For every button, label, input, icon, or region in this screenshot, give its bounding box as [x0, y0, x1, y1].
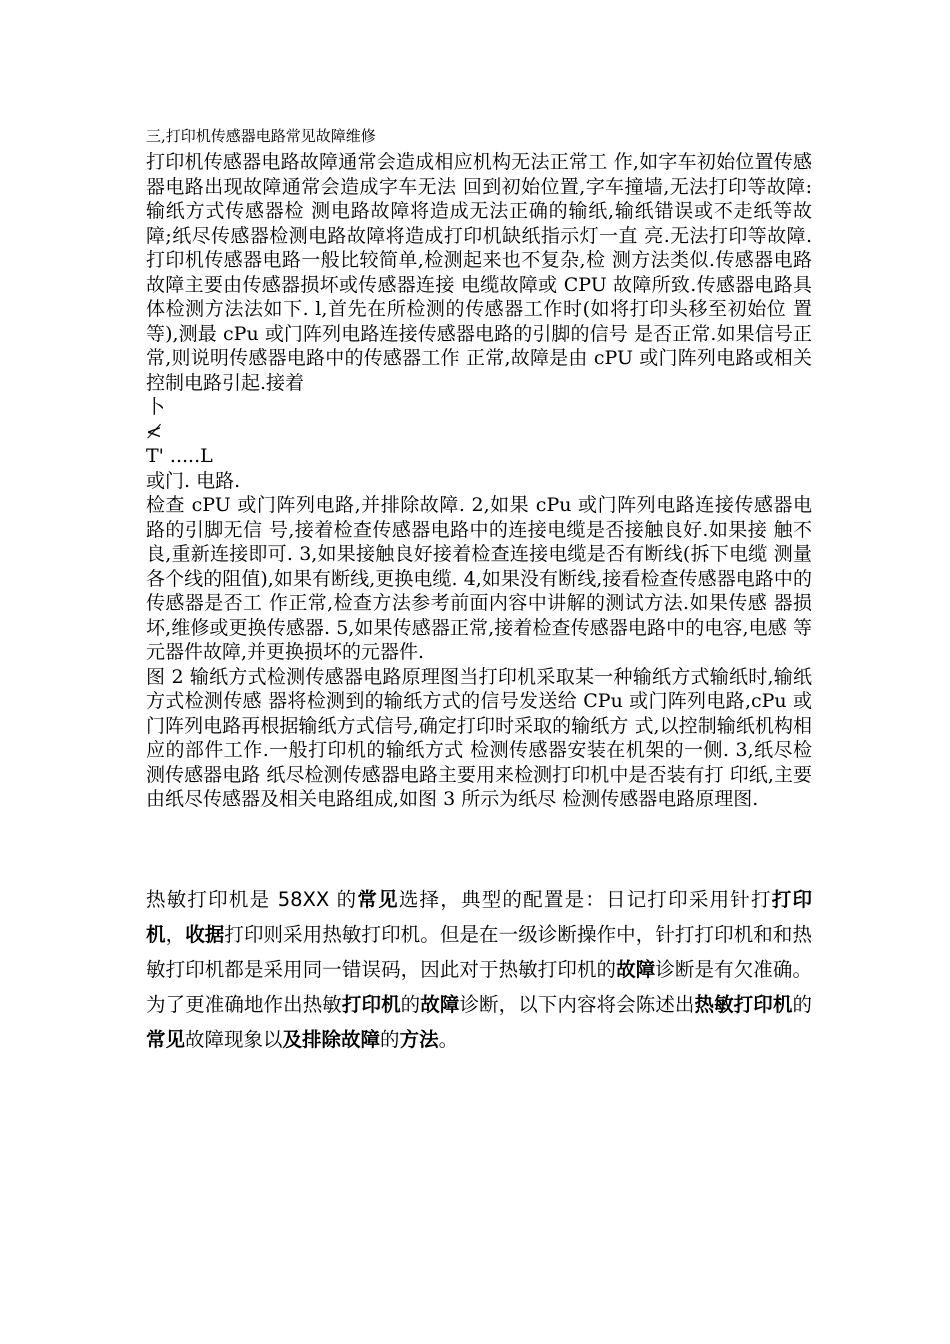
text-run: 诊断，以下内容将会陈述出 — [459, 992, 695, 1016]
ocr-fragment-line: 或门. 电路. — [146, 469, 241, 492]
paragraph-sensor-faults: 打印机传感器电路故障通常会造成相应机构无法正常工 作,如字车初始位置传感器电路出现故障通常会造成字车无法 回到初始位置,字车撞墙,无法打印等故障:输纸方式传感器检 测电路故障将造成无法正确的输纸,输纸错误或不走纸等故 障;纸尽传感器检测电路故障将造成打印机缺纸指示灯一直 亮.无法打印等故障.打印机传感器电路一般比较简单,检测起来也不复杂,检 测方法类似.传感器电路故障主要由传感器损坏或传感器连接 电缆故障或 CPU 故障所致.传感器电路具体检测方法法如下. l,首先在所检测的传感器工作时(如将打印头移至初始位 置等),测最 cPu 或门阵列电路连接传感器电路的引脚的信号 是否正常.如果信号正常,则说明传感器电路中的传感器工作 正常,故障是由 cPU 或门阵列电路或相关控制电路引起.接着 — [146, 151, 812, 394]
text-run: 打印则采用热敏打印机。但是在一级诊断操作中，针打打印机和和热敏打印机都是采用同一错误码，因此对于热敏打印机的 — [146, 922, 812, 981]
paragraph-check-steps: 检查 cPU 或门阵列电路,并排除故障. 2,如果 cPu 或门阵列电路连接传感器电路的引脚无信 号,接着检查传感器电路中的连接电缆是否接触良好.如果接 触不良,重新连接即可. 3,如果接触良好接着检查连接电缆是否有断线(拆下电缆 测量各个线的阻值),如果有断线,更换电缆. 4,如果没有断线,接看检查传感器电路中的传感器是否工 作正常,检查方法参考前面内容中讲解的测试方法.如果传感 器损坏,维修或更换传感器. 5,如果传感器正常,接着检查传感器电路中的电容,电感 等元器件故障,并更换损坏的元器件. — [146, 494, 812, 663]
bold-text-run: 及排除故障 — [282, 1027, 381, 1051]
text-run: 的 — [400, 992, 421, 1016]
bold-text-run: 方法 — [399, 1027, 439, 1051]
bold-text-run: 故障 — [420, 992, 460, 1016]
paragraph-thermal-printer — [146, 882, 812, 1057]
text-run: 。 — [438, 1027, 459, 1051]
text-run: 的 — [792, 992, 812, 1016]
text-run: 热敏打印机是 58XX 的 — [146, 887, 358, 911]
text-run: 选择，典型的配置是：日记打印采用针打 — [398, 887, 772, 911]
bold-text-run: 热敏打印机 — [694, 992, 793, 1016]
ocr-fragment-line: ≮ — [146, 420, 162, 443]
paragraph-paper-sensor: 图 2 输纸方式检测传感器电路原理图当打印机采取某一种输纸方式输纸时,输纸方式检测传感 器将检测到的输纸方式的信号发送给 CPu 或门阵列电路,cPu 或门阵列电路再根据输纸方式信号,确定打印时采取的输纸方 式,以控制输纸机构相应的部件工作.一般打印机的输纸方式 检测传感器安装在机架的一侧. 3,纸尽检测传感器电路 纸尽检测传感器电路主要用来检测打印机中是否装有打 印纸,主要由纸尽传感器及相关电路组成,如图 3 所示为纸尽 检测传感器电路原理图. — [146, 665, 812, 810]
bold-text-run: 常见 — [357, 887, 399, 911]
text-run: 诊断是有欠准确。为了更准确地作出热敏 — [146, 957, 812, 1016]
ocr-fragment-line: T' .....L — [146, 445, 213, 467]
bold-text-run: 故障 — [616, 957, 656, 981]
text-run: 故障现象以 — [185, 1027, 283, 1051]
bold-text-run: 打印机 — [341, 992, 401, 1016]
document-page — [146, 126, 812, 1076]
ocr-fragment-line: 卜 — [146, 396, 166, 418]
bold-text-run: 打印机 — [146, 887, 812, 946]
section-heading: 三,打印机传感器电路常见故障维修 — [146, 127, 376, 145]
bold-text-run: 收据 — [185, 922, 225, 946]
text-run: 的 — [380, 1027, 400, 1051]
bold-text-run: 常见 — [146, 1027, 186, 1051]
text-run: ， — [165, 922, 186, 946]
